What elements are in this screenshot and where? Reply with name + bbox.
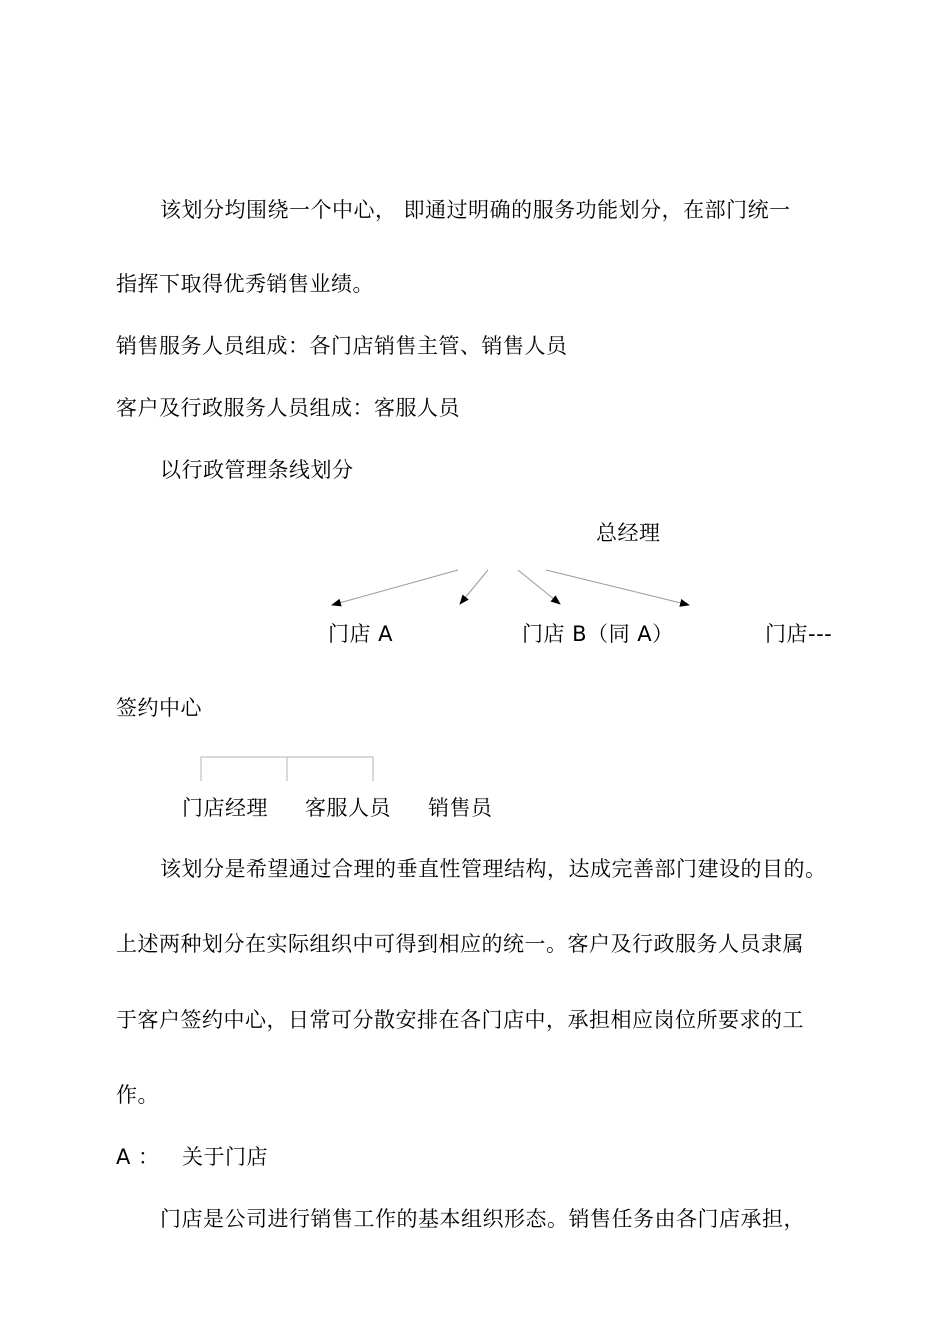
arrow-to-store-a [332,570,458,605]
paragraph-2-line-3: 于客户签约中心，日常可分散安排在各门店中，承担相应岗位所要求的工 [116,1008,804,1032]
section-a-title: 关于门店 [182,1145,268,1169]
org-store-a: 门店 A [328,622,394,646]
paragraph-1-line-1: 该划分均围绕一个中心， 即通过明确的服务功能划分，在部门统一 [160,198,791,222]
org-sub-sales: 销售员 [428,796,493,820]
arrow-to-store-b [518,570,560,604]
paragraph-1-line-2: 指挥下取得优秀销售业绩。 [116,272,374,296]
arrow-to-store-a2 [460,570,488,604]
org-sub-customer-service: 客服人员 [305,796,391,820]
customer-staff-line: 客户及行政服务人员组成：客服人员 [116,396,460,420]
admin-division-heading: 以行政管理条线划分 [160,458,354,482]
paragraph-2-line-2: 上述两种划分在实际组织中可得到相应的统一。客户及行政服务人员隶属 [116,932,804,956]
paragraph-3-line-1: 门店是公司进行销售工作的基本组织形态。销售任务由各门店承担， [160,1207,805,1231]
org-root-general-manager: 总经理 [596,521,661,545]
paragraph-2-line-4: 作。 [116,1083,159,1107]
org-signing-center: 签约中心 [116,696,202,720]
sales-staff-line: 销售服务人员组成：各门店销售主管、销售人员 [116,334,568,358]
section-a-label: A ： [116,1145,160,1169]
org-store-more: 门店--- [765,622,833,646]
sub-org-bracket [201,757,373,781]
arrow-to-store-more [546,570,689,605]
org-sub-store-manager: 门店经理 [182,796,268,820]
org-store-b: 门店 B（同 A） [522,622,674,646]
paragraph-2-line-1: 该划分是希望通过合理的垂直性管理结构，达成完善部门建设的目的。 [160,857,827,881]
